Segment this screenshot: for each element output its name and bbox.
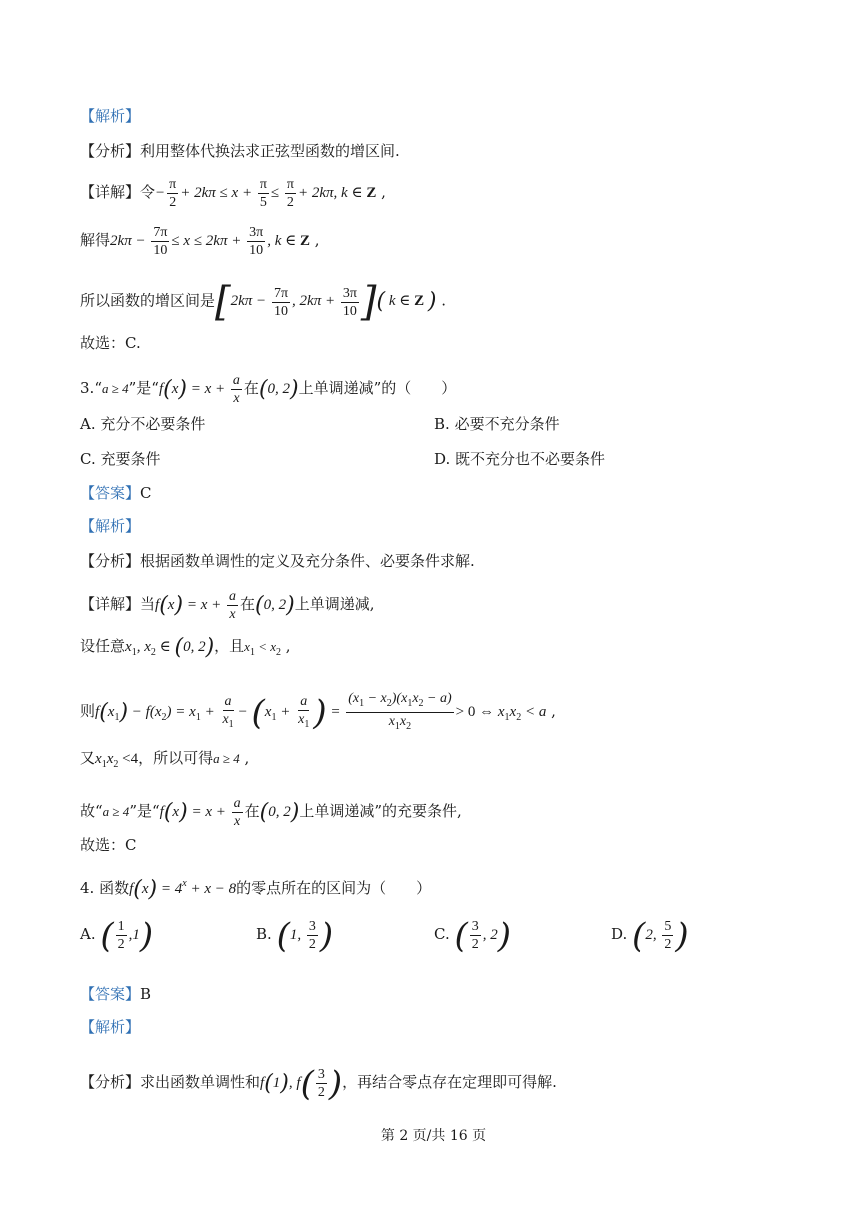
detail-zai: 在: [239, 594, 255, 613]
formula-x1x2: $x_1$, $x_2$ ∈ (0, 2): [125, 634, 215, 660]
option-b-interval: (1, $\frac{3}{2}$ ): [276, 915, 334, 956]
detail-she: 设任意: [80, 637, 126, 655]
option-a: A. 充分不必要条件: [80, 415, 206, 433]
formula-inequality-2: 2kπ − $\frac{7\pi}{10}$ ≤ x ≤ 2kπ + $\frac{3\pi}{10}$ , k ∈ Z: [110, 225, 310, 258]
detail-line-2: 设任意$x_1$, $x_2$ ∈ (0, 2)，且$x_1 < x_2$ ,: [80, 634, 291, 660]
detail-line-3: 则$f(x_1) - f(x_2) = x_1$ + $\frac{a}{x_1}$ − ($x_1$ + $\frac{a}{x_1}$ ) = $\frac{(x_1 - x_2)(x_1x_2 - a)}{x_1x_2}$ > 0 ⇔ $x_1x_2 < a$ ,: [80, 691, 556, 733]
formula-difference: $f(x_1) - f(x_2) = x_1$ + $\frac{a}{x_1}$ − ($x_1$ + $\frac{a}{x_1}$ ) = $\frac{(x_1 - x_2)(x_1x_2 - a)}{x_1x_2}$ > 0 ⇔ $x_1x_2 < a$: [95, 691, 547, 733]
analysis-line: [80, 141, 400, 161]
formula-fx: f(x) = x + $\frac{a}{x}$: [158, 373, 240, 406]
answer-line: [80, 483, 152, 503]
option-d-interval: (2, $\frac{5}{2}$ ): [632, 915, 689, 956]
answer-choice-line: 故选：C: [80, 836, 137, 854]
detail-line-4: 又$x_1x_2 <4$，所以可得a ≥ 4 ,: [80, 749, 250, 770]
detail-line-2: 解得2kπ − $\frac{7\pi}{10}$ ≤ x ≤ 2kπ + $\frac{3\pi}{10}$ , k ∈ Z ,: [80, 225, 320, 258]
page-footer: 第 2 页/共 16 页: [380, 1128, 487, 1144]
option-c: [434, 915, 512, 956]
answer-line: [80, 984, 151, 1004]
formula-f1-f32: f(1), f( $\frac{3}{2}$ ): [260, 1063, 343, 1104]
stem-tail: 上单调递减”的（ ）: [298, 378, 457, 397]
detail-qie: ，且: [214, 637, 245, 655]
analysis-heading: 【解析】: [80, 517, 141, 535]
detail-suoyi: 所以函数的增区间是: [80, 291, 216, 310]
option-letter: D.: [611, 924, 628, 943]
analysis-text-b: ，再结合零点存在定理即可得解.: [342, 1072, 557, 1091]
detail-you: 又: [80, 749, 96, 767]
option-b: B. 必要不充分条件: [434, 415, 560, 433]
option-b: [256, 915, 334, 956]
analysis-tag: 【分析】: [80, 142, 141, 160]
answer-tag: 【答案】: [80, 484, 141, 502]
formula-f-4x: $f(x) = 4^x + x - 8$: [129, 876, 237, 902]
stem-hanshu: 函数: [99, 879, 130, 897]
formula-interval: [2kπ − $\frac{7\pi}{10}$ , 2kπ + $\frac{3\pi}{10}$ ]( k ∈ Z ): [215, 279, 437, 325]
stem-tail: 的零点所在的区间为（ ）: [236, 879, 432, 897]
formula-a-geq-4: a ≥ 4: [213, 751, 240, 766]
option-letter: B.: [256, 924, 272, 943]
question-3-stem: [80, 372, 456, 407]
detail-line-5: [80, 795, 462, 830]
detail-tail: 上单调递减,: [294, 594, 375, 613]
formula-fx: f(x) = x + $\frac{a}{x}$: [159, 796, 241, 829]
option-d: D. 既不充分也不必要条件: [434, 450, 606, 468]
detail-tag: 【详解】: [80, 594, 141, 613]
formula-fx: f(x) = x + $\frac{a}{x}$: [155, 589, 236, 622]
condition-a: a ≥ 4: [102, 803, 130, 819]
formula-interval-02: (0, 2): [259, 799, 300, 825]
analysis-tag: 【分析】: [80, 552, 141, 570]
stem-zai: 在: [243, 378, 259, 397]
detail-tag: 【详解】: [80, 182, 141, 201]
option-c-interval: ( $\frac{3}{2}$ , 2): [454, 915, 512, 956]
detail-suoyi: ，所以可得: [138, 749, 214, 767]
option-c: C. 充要条件: [80, 450, 161, 468]
formula-x1x2-lt-4: $x_1x_2 <4$: [95, 751, 139, 770]
detail-line-1: [80, 588, 374, 623]
question-4-stem: [80, 874, 431, 901]
option-letter: A.: [80, 924, 96, 943]
analysis-text: 利用整体代换法求正弦型函数的增区间.: [140, 142, 400, 160]
quote-open: “: [94, 378, 102, 397]
analysis-line: [80, 1063, 557, 1104]
question-4-number: 4.: [80, 879, 95, 897]
question-3-number: 3.: [80, 378, 95, 397]
detail-line-3: 所以函数的增区间是[2kπ − $\frac{7\pi}{10}$ , 2kπ + $\frac{3\pi}{10}$ ]( k ∈ Z ) .: [80, 279, 447, 325]
option-a-interval: ( $\frac{1}{2}$ ,1): [100, 915, 154, 956]
detail-ze: 则: [80, 701, 96, 720]
conclusion-mid: ”是“: [129, 801, 160, 820]
option-a: [80, 915, 154, 956]
analysis-text: 根据函数单调性的定义及充分条件、必要条件求解.: [140, 552, 475, 570]
conclusion-tail: 上单调递减”的充要条件,: [299, 801, 462, 820]
option-d: [611, 915, 689, 956]
conclusion-open: 故“: [80, 801, 103, 820]
analysis-heading: 【解析】: [80, 107, 141, 125]
option-letter: C.: [434, 924, 450, 943]
detail-ling: 令: [140, 182, 156, 201]
condition-a: a ≥ 4: [101, 380, 129, 396]
conclusion-zai: 在: [244, 801, 260, 820]
formula-x1-lt-x2: $x_1 < x_2$: [244, 639, 282, 658]
detail-line-1: 【详解】令− $\frac{\pi}{2}$ + 2kπ ≤ x + $\frac{\pi}{5}$ ≤ $\frac{\pi}{2}$ + 2kπ, k ∈ Z ,: [80, 177, 386, 210]
formula-interval-02: (0, 2): [255, 592, 295, 618]
formula-interval-02: (0, 2): [258, 376, 299, 402]
quote-mid: ”是“: [128, 378, 159, 397]
analysis-tag: 【分析】: [80, 1072, 141, 1091]
detail-dang: 当: [140, 594, 156, 613]
answer-choice-line: 故选：C.: [80, 334, 141, 352]
analysis-line: [80, 551, 475, 571]
detail-jiede: 解得: [80, 230, 111, 249]
answer-tag: 【答案】: [80, 985, 141, 1003]
formula-inequality-1: − $\frac{\pi}{2}$ + 2kπ ≤ x + $\frac{\pi}{5}$ ≤ $\frac{\pi}{2}$ + 2kπ, k ∈ Z: [155, 177, 377, 210]
answer-value: C: [140, 484, 152, 502]
answer-value: B: [140, 985, 152, 1003]
analysis-text-a: 求出函数单调性和: [140, 1072, 261, 1091]
analysis-heading: 【解析】: [80, 1018, 141, 1036]
